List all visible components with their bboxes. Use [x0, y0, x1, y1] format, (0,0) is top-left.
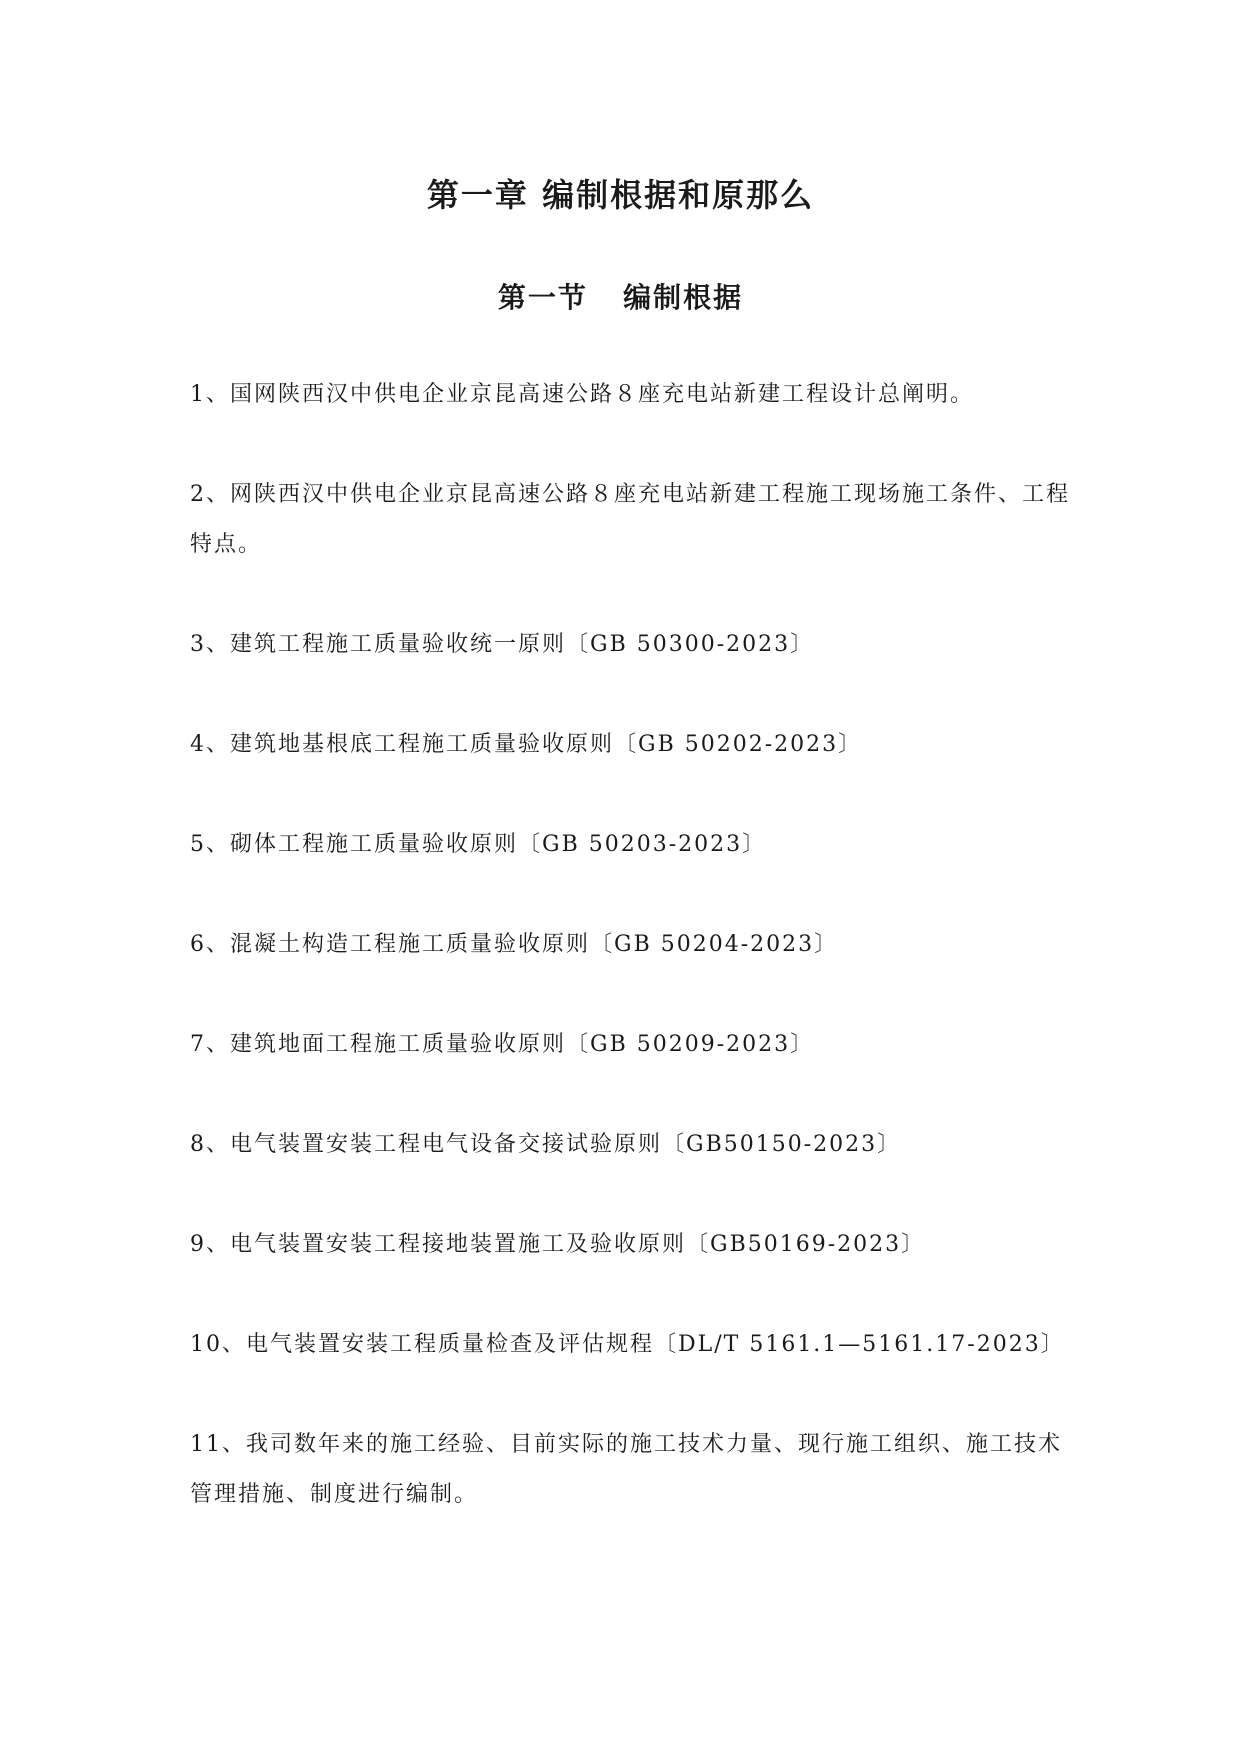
list-item: 6、混凝土构造工程施工质量验收原则〔GB 50204-2023〕: [190, 932, 839, 957]
list-item: 4、建筑地基根底工程施工质量验收原则〔GB 50202-2023〕: [190, 732, 863, 757]
section-title: 第一节 编制根据: [497, 281, 744, 314]
list-item: 5、砌体工程施工质量验收原则〔GB 50203-2023〕: [190, 832, 767, 857]
basis-list: [190, 370, 1070, 1570]
list-item: 8、电气装置安装工程电气设备交接试验原则〔GB50150-2023〕: [190, 1132, 902, 1157]
list-item: 1、国网陕西汉中供电企业京昆高速公路８座充电站新建工程设计总阐明。: [190, 382, 974, 407]
list-item: 11、我司数年来的施工经验、目前实际的施工技术力量、现行施工组织、施工技术管理措施、制度进行编制。: [190, 1432, 1062, 1507]
list-item: 3、建筑工程施工质量验收统一原则〔GB 50300-2023〕: [190, 632, 815, 657]
list-item: 9、电气装置安装工程接地装置施工及验收原则〔GB50169-2023〕: [190, 1232, 926, 1257]
list-item: 7、建筑地面工程施工质量验收原则〔GB 50209-2023〕: [190, 1032, 815, 1057]
list-item: 2、网陕西汉中供电企业京昆高速公路８座充电站新建工程施工现场施工条件、工程特点。: [190, 482, 1070, 557]
list-item: 10、电气装置安装工程质量检查及评估规程〔DL/T 5161.1—5161.17-2023〕: [190, 1332, 1065, 1357]
chapter-title: 第一章 编制根据和原那么: [426, 176, 815, 214]
